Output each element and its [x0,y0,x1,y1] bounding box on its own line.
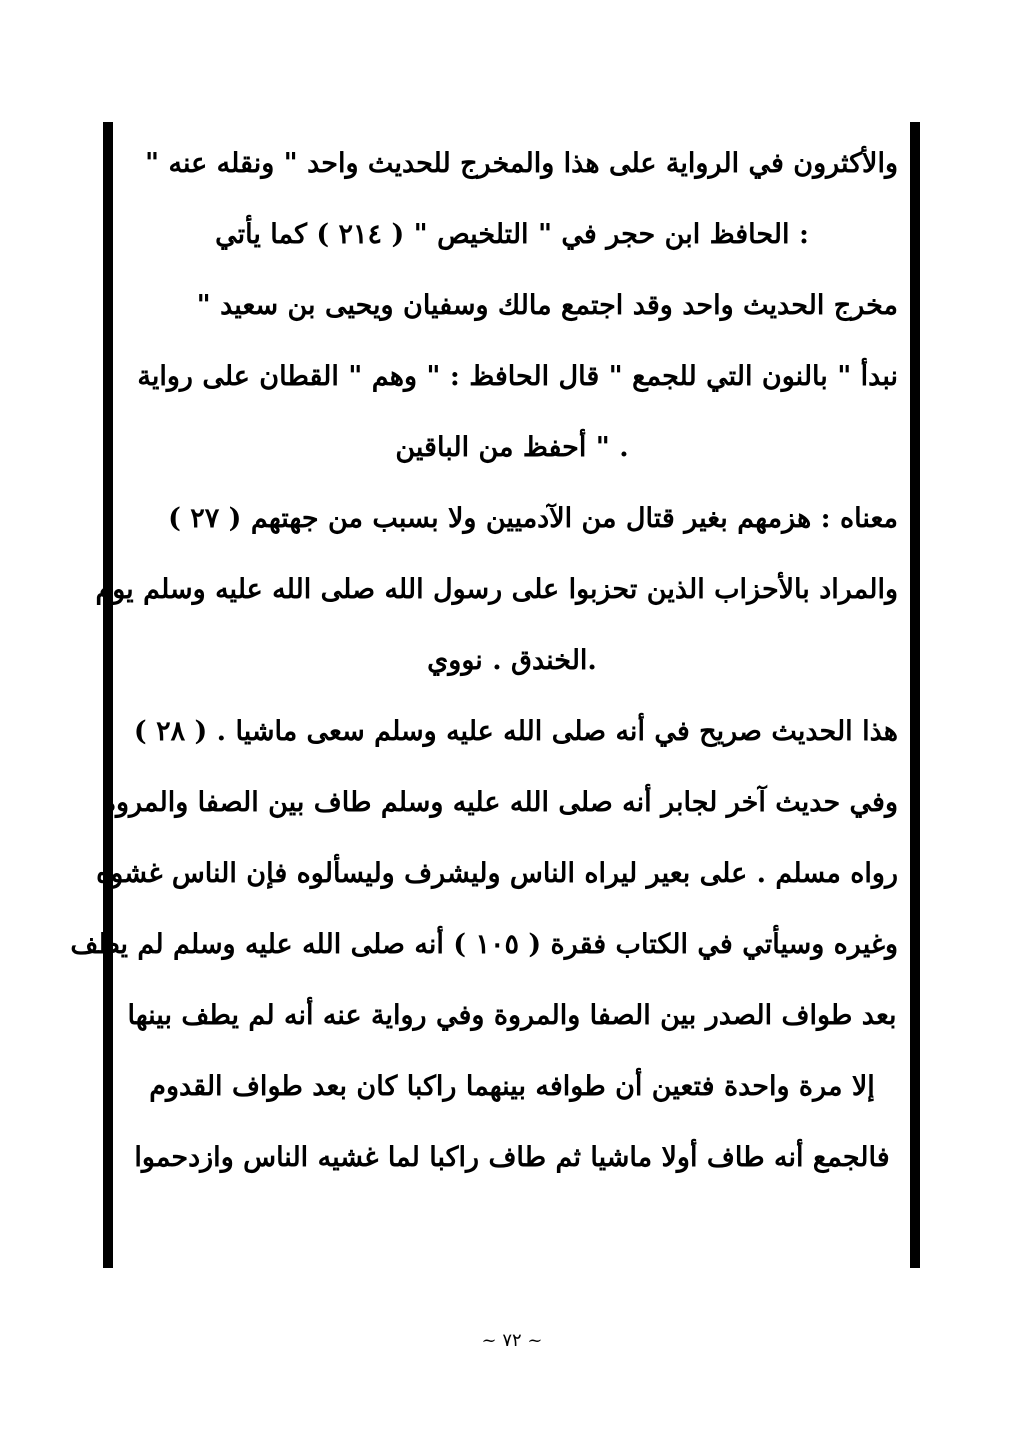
right-border-rule [910,122,920,1268]
text-line: : الحافظ ابن حجر في " التلخيص " ( ٢١٤ ) كما يأتي [215,219,809,250]
text-line: هذا الحديث صريح في أنه صلى الله عليه وسلم سعى ماشيا . ( ٢٨ ) [133,716,898,747]
text-line: .الخندق . نووي [427,645,597,676]
text-line: والأكثرون في الرواية على هذا والمخرج للحديث واحد " ونقله عنه " [145,148,898,179]
text-line: رواه مسلم . على بعير ليراه الناس وليشرف وليسألوه فإن الناس غشوه [96,858,898,889]
text-line: والمراد بالأحزاب الذين تحزبوا على رسول الله صلى الله عليه وسلم يوم [95,574,898,605]
text-line: فالجمع أنه طاف أولا ماشيا ثم طاف راكبا لما غشيه الناس وازدحموا [134,1142,890,1173]
left-border-rule [103,122,113,1268]
text-line: معناه : هزمهم بغير قتال من الآدميين ولا بسبب من جهتهم ( ٢٧ ) [168,503,898,534]
text-line: بعد طواف الصدر بين الصفا والمروة وفي رواية عنه أنه لم يطف بينها [127,1000,897,1031]
text-line: مخرج الحديث واحد وقد اجتمع مالك وسفيان ويحيى بن سعيد " [196,290,898,321]
text-line: . " أحفظ من الباقين [395,432,629,463]
body-text [70,128,898,1193]
text-line: نبدأ " بالنون التي للجمع " قال الحافظ : " وهم " القطان على رواية [137,361,898,392]
text-line: إلا مرة واحدة فتعين أن طوافه بينهما راكبا كان بعد طواف القدوم [149,1071,875,1102]
text-line: وفي حديث آخر لجابر أنه صلى الله عليه وسلم طاف بين الصفا والمروة [101,787,898,818]
page-number: ~ ٧٢ ~ [481,1330,543,1351]
text-line: وغيره وسيأتي في الكتاب فقرة ( ١٠٥ ) أنه صلى الله عليه وسلم لم يطف [70,929,898,960]
